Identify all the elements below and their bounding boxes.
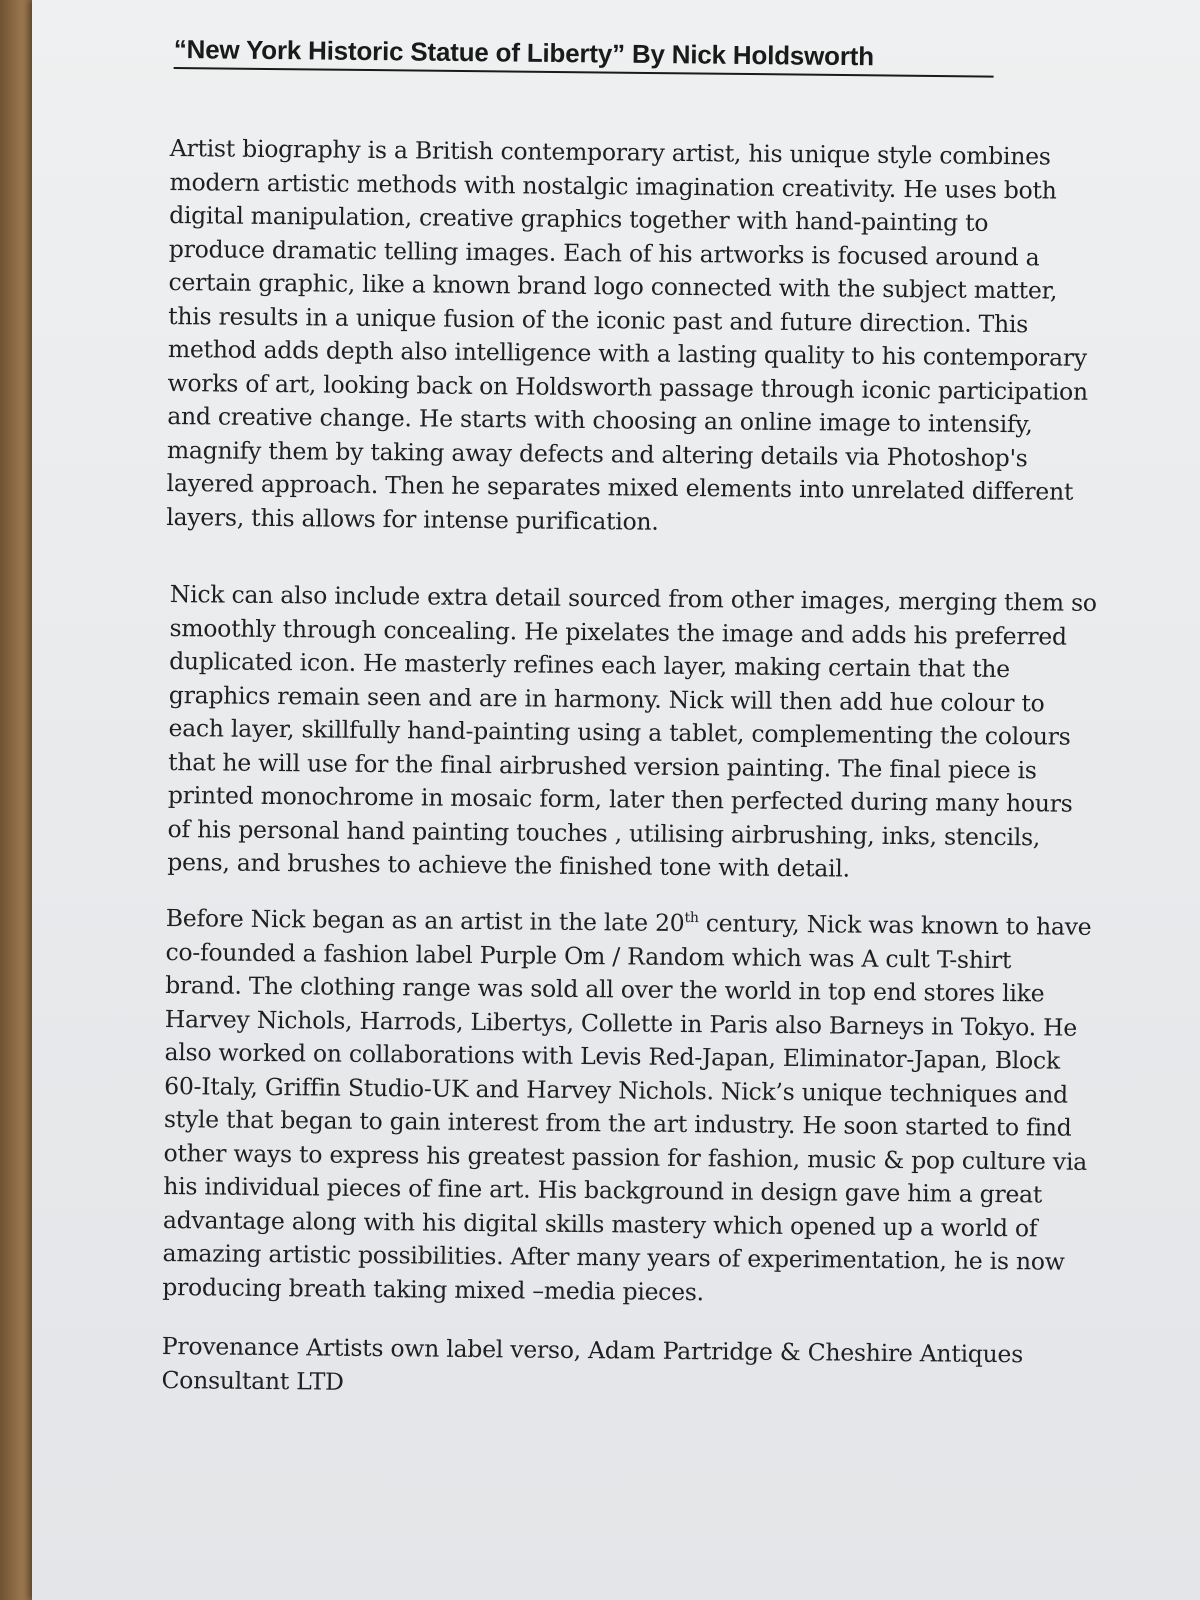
text-line: and creative change. He starts with choosing an online image to intensify, [167, 401, 1033, 439]
text-line: style that began to gain interest from the art industry. He soon started to find [163, 1104, 1072, 1142]
text-line: his individual pieces of fine art. His background in design gave him a great [163, 1171, 1043, 1209]
text-line: graphics remain seen and are in harmony. Nick will then add hue colour to [168, 680, 1045, 717]
paragraph-background [162, 902, 1136, 1313]
text-line: that he will use for the final airbrushed version painting. The final piece is [168, 747, 1037, 784]
superscript: th [684, 909, 699, 927]
text-line: also worked on collaborations with Levis Red-Japan, Eliminator-Japan, Block [164, 1037, 1061, 1075]
text-line: this results in a unique fusion of the iconic past and future direction. This [168, 301, 1029, 338]
text-line: amazing artistic possibilities. After many years of experimentation, he is now [162, 1238, 1065, 1276]
text-line: co-founded a fashion label Purple Om / Random which was A cult T-shirt [165, 937, 1012, 974]
text-line: layers, this allows for intense purification. [166, 502, 659, 536]
text-line: method adds depth also intelligence with a lasting quality to his contemporary [167, 334, 1088, 372]
text-line: brand. The clothing range was sold all over the world in top end stores like [165, 970, 1045, 1008]
paper-sheet [32, 0, 1200, 1600]
text-line: modern artistic methods with nostalgic imagination creativity. He uses both [169, 167, 1057, 205]
text-line: Consultant LTD [161, 1365, 344, 1396]
text-line: layered approach. Then he separates mixed elements into unrelated different [166, 468, 1074, 506]
text-fragment: century, Nick was known to have [698, 909, 1092, 941]
text-line: duplicated icon. He masterly refines each layer, making certain that the [169, 646, 1011, 684]
text-line: 60-Italy, Griffin Studio-UK and Harvey Nichols. Nick’s unique techniques and [164, 1071, 1069, 1109]
text-line: advantage along with his digital skills mastery which opened up a world of [162, 1205, 1038, 1242]
text-line: printed monochrome in mosaic form, later then perfected during many hours [167, 780, 1073, 818]
text-line: magnify them by taking away defects and altering details via Photoshop's [166, 435, 1028, 472]
paragraph-biography [166, 132, 1140, 543]
text-line: works of art, looking back on Holdsworth passage through iconic participation [167, 368, 1089, 406]
paragraph-provenance [161, 1330, 1132, 1406]
text-line: Provenance Artists own label verso, Adam Partridge & Cheshire Antiques [161, 1331, 1024, 1369]
text-line: producing breath taking mixed –media pieces. [162, 1272, 704, 1306]
document-title: “New York Historic Statue of Liberty” By Nick Holdsworth [174, 34, 994, 78]
text-line: of his personal hand painting touches , utilising airbrushing, inks, stencils, [167, 814, 1041, 851]
text-line: Harvey Nichols, Harrods, Libertys, Collette in Paris also Barneys in Tokyo. He [164, 1004, 1078, 1042]
text-line: each layer, skillfully hand-painting using a tablet, complementing the colours [168, 713, 1071, 751]
text-line: Nick can also include extra detail sourced from other images, merging them so [169, 579, 1097, 617]
text-line: certain graphic, like a known brand logo connected with the subject matter, [168, 267, 1058, 305]
text-line: Artist biography is a British contemporary artist, his unique style combines [169, 133, 1051, 171]
text-line: produce dramatic telling images. Each of his artworks is focused around a [168, 234, 1040, 271]
paragraph-technique [167, 578, 1140, 889]
text-line: smoothly through concealing. He pixelates the image and adds his preferred [169, 613, 1067, 651]
text-line: pens, and brushes to achieve the finished tone with detail. [167, 847, 850, 883]
text-fragment: Before Nick began as an artist in the late 20 [165, 903, 685, 937]
text-line: other ways to express his greatest passion for fashion, music & pop culture via [163, 1138, 1088, 1176]
text-line: digital manipulation, creative graphics together with hand-painting to [169, 200, 989, 237]
